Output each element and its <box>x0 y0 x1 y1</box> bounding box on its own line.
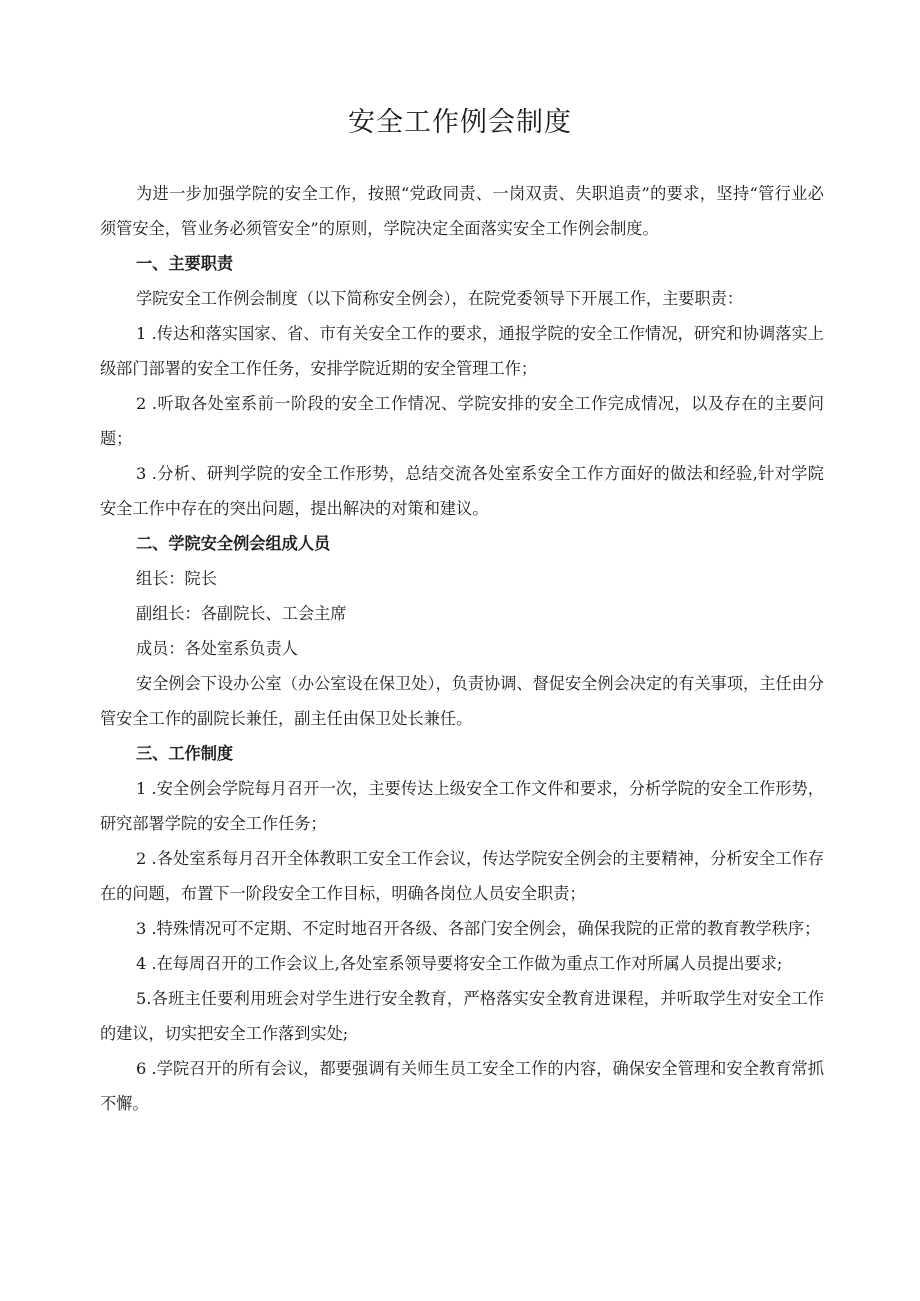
responsibility-item-3: 3 .分析、研判学院的安全工作形势，总结交流各处室系安全工作方面好的做法和经验,针对学院安全工作中存在的突出问题，提出解决的对策和建议。 <box>100 464 824 518</box>
responsibility-item-2: 2 .听取各处室系前一阶段的安全工作情况、学院安排的安全工作完成情况，以及存在的主要问题； <box>100 394 824 448</box>
work-system-item-3: 3 .特殊情况可不定期、不定时地召开各级、各部门安全例会，确保我院的正常的教育教学秩序； <box>136 919 821 938</box>
section-heading-work-system: 三、工作制度 <box>136 744 234 763</box>
member-leader: 组长：院长 <box>136 569 217 588</box>
work-system-item-1: 1 .安全例会学院每月召开一次，主要传达上级安全工作文件和要求，分析学院的安全工作形势，研究部署学院的安全工作任务； <box>100 779 824 833</box>
section-heading-responsibilities: 一、主要职责 <box>136 254 234 273</box>
office-paragraph: 安全例会下设办公室（办公室设在保卫处），负责协调、督促安全例会决定的有关事项，主任由分管安全工作的副院长兼任，副主任由保卫处长兼任。 <box>100 674 824 728</box>
responsibilities-intro: 学院安全工作例会制度（以下简称安全例会），在院党委领导下开展工作，主要职责： <box>136 289 744 308</box>
member-deputy-leader: 副组长：各副院长、工会主席 <box>136 604 347 623</box>
work-system-item-4: 4 .在每周召开的工作会议上,各处室系领导要将安全工作做为重点工作对所属人员提出要求; <box>136 954 783 973</box>
intro-paragraph: 为进一步加强学院的安全工作，按照“党政同责、一岗双责、失职追责”的要求，坚持“管行业必须管安全，管业务必须管安全”的原则，学院决定全面落实安全工作例会制度。 <box>100 184 824 238</box>
member-members: 成员：各处室系负责人 <box>136 639 298 658</box>
work-system-item-6: 6 .学院召开的所有会议，都要强调有关师生员工安全工作的内容，确保安全管理和安全教育常抓不懈。 <box>100 1059 824 1113</box>
section-heading-members: 二、学院安全例会组成人员 <box>136 534 331 553</box>
work-system-item-5: 5.各班主任要利用班会对学生进行安全教育，严格落实安全教育进课程，并听取学生对安全工作的建议，切实把安全工作落到实处; <box>100 989 824 1043</box>
responsibility-item-1: 1 .传达和落实国家、省、市有关安全工作的要求，通报学院的安全工作情况，研究和协调落实上级部门部署的安全工作任务，安排学院近期的安全管理工作； <box>100 324 824 378</box>
document-body <box>100 176 824 1121</box>
document-title: 安全工作例会制度 <box>348 107 572 138</box>
work-system-item-2: 2 .各处室系每月召开全体教职工安全工作会议，传达学院安全例会的主要精神，分析安全工作存在的问题，布置下一阶段安全工作目标，明确各岗位人员安全职责； <box>100 849 824 903</box>
